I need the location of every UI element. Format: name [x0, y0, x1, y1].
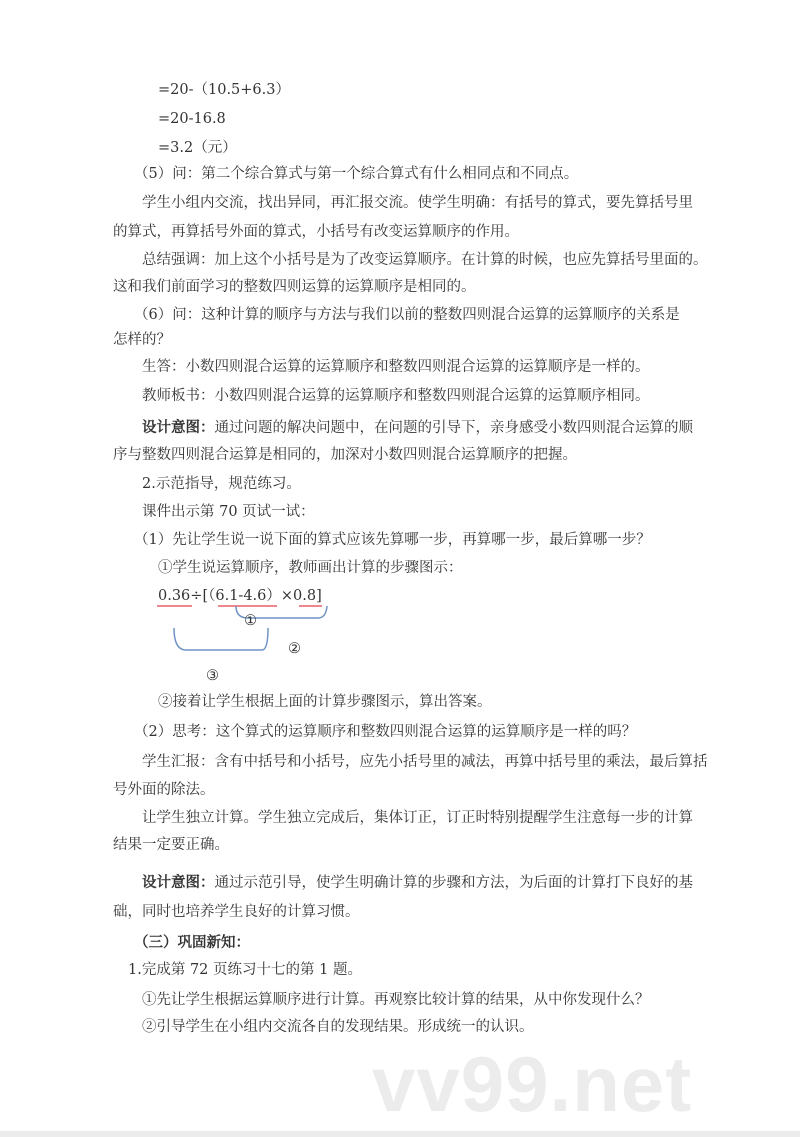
paragraph-line: 础，同时也培养学生良好的计算习惯。: [113, 904, 360, 920]
paragraph-line: 的算式，再算括号外面的算式，小括号有改变运算顺序的作用。: [113, 224, 519, 240]
step-marker-3: ③: [206, 668, 219, 684]
step-2: （2）思考：这个算式的运算顺序和整数四则混合运算的运算顺序是一样的吗？: [134, 724, 637, 740]
step-1b: ②接着让学生根据上面的计算步骤图示，算出答案。: [158, 694, 492, 710]
paragraph-line: 学生汇报：含有中括号和小括号，应先小括号里的减法，再算中括号里的乘法，最后算括: [142, 754, 708, 770]
calc-line: =20-（10.5+6.3）: [158, 82, 290, 98]
calc-line: =20-16.8: [158, 111, 226, 127]
bracket-2: [174, 628, 268, 650]
calc-line: =3.2（元）: [158, 140, 237, 156]
watermark: vv99.net: [372, 1040, 693, 1128]
design-intent-text: 通过示范引导，使学生明确计算的步骤和方法，为后面的计算打下良好的基: [214, 875, 693, 891]
paragraph-line: 学生小组内交流，找出异同，再汇报交流。使学生明确：有括号的算式，要先算括号里: [142, 195, 693, 211]
student-answer: 生答：小数四则混合运算的运算顺序和整数四则混合运算的运算顺序是一样的。: [142, 359, 650, 375]
formula-part: 0.8: [293, 588, 317, 604]
design-intent-label: 设计意图：: [142, 875, 215, 891]
exercise-1: 1.完成第 72 页练习十七的第 1 题。: [128, 962, 362, 978]
teacher-board: 教师板书：小数四则混合运算的运算顺序和整数四则混合运算的运算顺序相同。: [142, 388, 650, 404]
paragraph-line: 结果一定要正确。: [113, 837, 229, 853]
section-3-heading: （三）巩固新知：: [134, 935, 250, 951]
step-marker-1: ①: [244, 613, 257, 629]
paragraph-line: 总结强调：加上这个小括号是为了改变运算顺序。在计算的时候，也应先算括号里面的。: [142, 252, 708, 268]
section-2-heading: 2.示范指导，规范练习。: [142, 476, 301, 492]
formula-part: ×: [280, 588, 294, 604]
exercise-1b: ②引导学生在小组内交流各自的发现结果。形成统一的认识。: [142, 1019, 534, 1035]
formula-part: ÷[: [190, 588, 209, 604]
step-1: （1）先让学生说一说下面的算式应该先算哪一步，再算哪一步，最后算哪一步？: [134, 532, 651, 548]
paragraph-line: 让学生独立计算。学生独立完成后，集体订正，订正时特别提醒学生注意每一步的计算: [142, 810, 693, 826]
step-marker-2: ②: [288, 641, 301, 657]
design-intent-2: [142, 873, 693, 893]
paragraph-line: 怎样的？: [113, 332, 171, 348]
formula-part: （6.1-4.6）: [208, 588, 281, 604]
design-intent-text: 通过问题的解决问题中，在问题的引导下，亲身感受小数四则混合运算的顺: [214, 420, 693, 436]
step-1a: ①学生说运算顺序，教师画出计算的步骤图示：: [158, 560, 463, 576]
courseware-line: 课件出示第 70 页试一试：: [142, 504, 315, 520]
exercise-1a: ①先让学生根据运算顺序进行计算。再观察比较计算的结果，从中你发现什么？: [142, 992, 650, 1008]
formula-part: ]: [316, 588, 322, 604]
paragraph-line: 号外面的除法。: [113, 782, 215, 798]
question-5: （5）问：第二个综合算式与第一个综合算式有什么相同点和不同点。: [134, 166, 579, 182]
question-6: （6）问：这种计算的顺序与方法与我们以前的整数四则混合运算的运算顺序的关系是: [134, 307, 680, 323]
page-edge: [0, 1131, 800, 1137]
paragraph-line: 这和我们前面学习的整数四则运算的运算顺序是相同的。: [113, 279, 476, 295]
formula-part: 0.36: [158, 588, 191, 604]
paragraph-line: 序与整数四则混合运算是相同的，加深对小数四则混合运算顺序的把握。: [113, 447, 577, 463]
design-intent-label: 设计意图：: [142, 420, 215, 436]
